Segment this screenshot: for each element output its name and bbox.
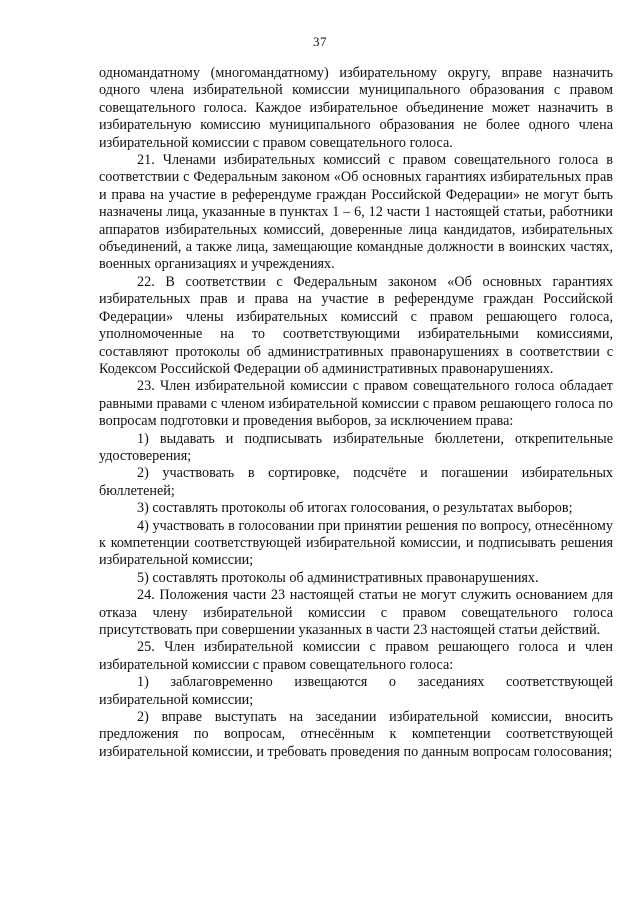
- document-body: [99, 65, 613, 761]
- list-item-23-5: 5) составлять протоколы об административных правонарушениях.: [137, 569, 539, 586]
- paragraph-23: 23. Член избирательной комиссии с правом совещательного голоса обладает равными правами с членом избирательной комиссии с правом решающего голоса по вопросам подготовки и проведения выборов, за исключением права:: [99, 378, 613, 430]
- paragraph-25: 25. Член избирательной комиссии с правом решающего голоса и член избирательной комиссии с правом совещательного голоса:: [99, 639, 613, 673]
- list-item-25-1: 1) заблаговременно извещаются о заседаниях соответствующей избирательной комиссии;: [99, 674, 613, 708]
- list-item-23-2: 2) участвовать в сортировке, подсчёте и погашении избирательных бюллетеней;: [99, 465, 613, 499]
- paragraph-24: 24. Положения части 23 настоящей статьи не могут служить основанием для отказа члену избирательной комиссии с правом совещательного голоса присутствовать при совершении указанных в части 23 настоящей статьи действий.: [99, 587, 613, 638]
- paragraph-22: 22. В соответствии с Федеральным законом «Об основных гарантиях избирательных прав и права на участие в референдуме граждан Российской Федерации» члены избирательных комиссий с правом решающего голоса, уполномоченные на то соответствующими избирательными комиссиями, составляют протоколы об административных правонарушениях в соответствии с Кодексом Российской Федерации об административных правонарушениях.: [99, 273, 613, 377]
- list-item-23-4: 4) участвовать в голосовании при принятии решения по вопросу, отнесённому к компетенции соответствующей избирательной комиссии, и подписывать решения избирательной комиссии;: [99, 517, 613, 569]
- page-number: 37: [313, 34, 327, 49]
- list-item-25-2: 2) вправе выступать на заседании избирательной комиссии, вносить предложения по вопросам, отнесённым к компетенции соответствующей избирательной комиссии, и требовать проведения по данным вопросам голосования;: [99, 709, 613, 760]
- paragraph-21: 21. Членами избирательных комиссий с правом совещательного голоса в соответствии с Федеральным законом «Об основных гарантиях избирательных прав и права на участие в референдуме граждан Российской Федерации» не могут быть назначены лица, указанные в пунктах 1 – 6, 12 части 1 настоящей статьи, работники аппаратов избирательных комиссий, доверенные лица кандидатов, избирательных объединений, а также лица, замещающие командные должности в воинских частях, военных организациях и учреждениях.: [99, 152, 613, 273]
- list-item-23-1: 1) выдавать и подписывать избирательные бюллетени, открепительные удостоверения;: [99, 430, 613, 464]
- list-item-23-3: 3) составлять протоколы об итогах голосования, о результатах выборов;: [137, 500, 573, 517]
- paragraph-continuation: одномандатному (многомандатному) избирательному округу, вправе назначить одного члена избирательной комиссии муниципального образования с правом совещательного голоса. Каждое избирательное объединение может назначить в избирательную комиссию муниципального образования не более одного члена избирательной комиссии с правом совещательного голоса.: [99, 65, 613, 151]
